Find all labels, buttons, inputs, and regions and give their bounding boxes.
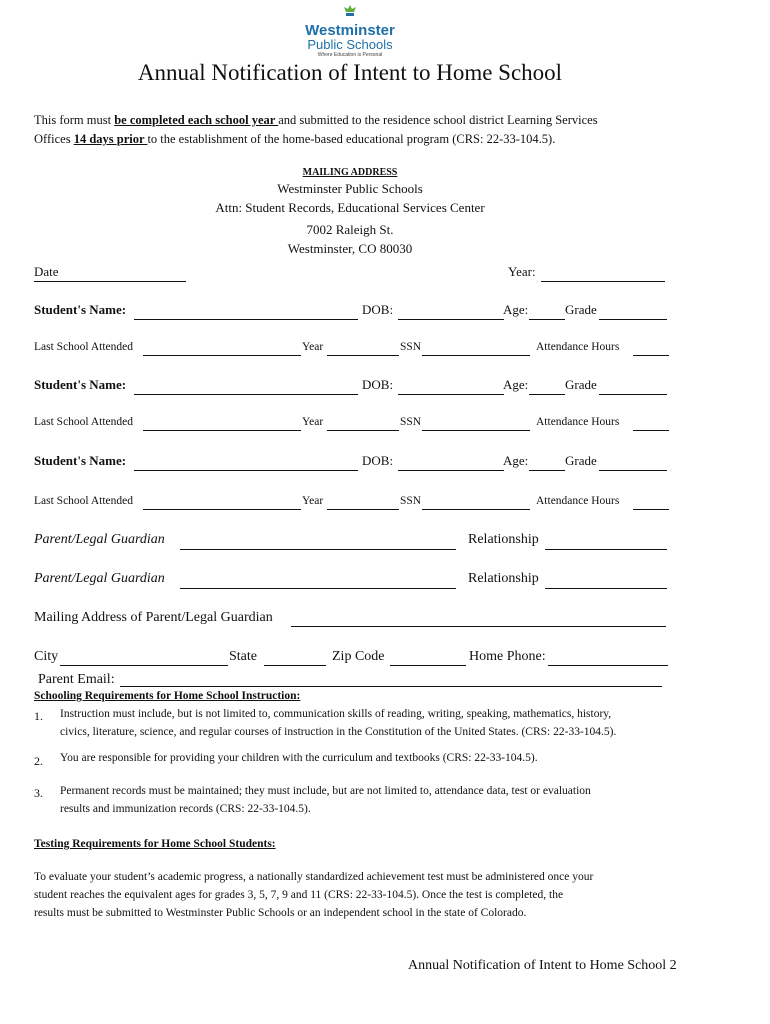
intro-emphasis: 14 days prior <box>73 132 148 146</box>
guardian-field-1[interactable] <box>180 549 456 550</box>
age-label-2: Age: <box>503 377 529 392</box>
date-label: Date <box>34 264 59 279</box>
age-label-1: Age: <box>503 302 529 317</box>
age-field-2[interactable] <box>529 394 565 395</box>
parent-mailing-label: Mailing Address of Parent/Legal Guardian <box>34 610 273 625</box>
dob-field-3[interactable] <box>398 470 504 471</box>
req-item-1 <box>60 705 680 741</box>
hours-label-2: Attendance Hours <box>536 416 620 428</box>
page-footer: Annual Notification of Intent to Home School 2 <box>408 958 677 973</box>
age-field-1[interactable] <box>529 319 565 320</box>
email-label: Parent Email: <box>38 672 115 687</box>
hours-field-1[interactable] <box>633 355 669 356</box>
year-label: Year: <box>508 264 536 279</box>
parent-mailing-field[interactable] <box>291 626 666 627</box>
relationship-field-2[interactable] <box>545 588 667 589</box>
student-name-label-2: Student's Name: <box>34 377 127 392</box>
grade-field-1[interactable] <box>599 319 667 320</box>
page-title: Annual Notification of Intent to Home School <box>137 60 563 85</box>
date-field[interactable] <box>34 281 186 282</box>
email-field[interactable] <box>120 686 662 687</box>
state-label: State <box>229 649 257 664</box>
guardian-label-1: Parent/Legal Guardian <box>34 532 165 547</box>
logo-subname: Public Schools <box>307 37 393 52</box>
req-item-2: You are responsible for providing your children with the curriculum and textbooks (CRS: 22-33-104.5). <box>60 752 538 764</box>
student-name-field-3[interactable] <box>134 470 358 471</box>
hours-label-3: Attendance Hours <box>536 495 620 507</box>
zip-label: Zip Code <box>332 649 385 664</box>
student-name-field-1[interactable] <box>134 319 358 320</box>
schooling-heading: Schooling Requirements for Home School Instruction: <box>34 690 301 702</box>
district-logo <box>280 4 420 58</box>
grade-field-2[interactable] <box>599 394 667 395</box>
ssn-field-3[interactable] <box>422 509 530 510</box>
phone-field[interactable] <box>548 665 668 666</box>
school-year-field-1[interactable] <box>327 355 399 356</box>
city-field[interactable] <box>60 665 228 666</box>
guardian-label-2: Parent/Legal Guardian <box>34 571 165 586</box>
state-field[interactable] <box>264 665 326 666</box>
last-school-field-3[interactable] <box>143 509 301 510</box>
mailing-line-4: Westminster, CO 80030 <box>287 241 413 256</box>
age-label-3: Age: <box>503 453 529 468</box>
dob-label-3: DOB: <box>362 453 394 468</box>
dob-field-1[interactable] <box>398 319 504 320</box>
intro-line-2 <box>34 132 555 147</box>
grade-label-2: Grade <box>565 377 597 392</box>
req-item-1-line-1: Instruction must include, but is not limited to, communication skills of reading, writing, speaking, mathematics, history, <box>60 708 612 720</box>
student-name-field-2[interactable] <box>134 394 358 395</box>
last-school-label-2: Last School Attended <box>34 416 134 428</box>
intro-text: to the establishment of the home-based educational program (CRS: 22-33-104.5). <box>147 132 556 146</box>
student-name-label-3: Student's Name: <box>34 453 127 468</box>
ssn-label-3: SSN <box>400 495 422 507</box>
year-label-s3: Year <box>302 495 324 507</box>
relationship-field-1[interactable] <box>545 549 667 550</box>
year-label-s1: Year <box>302 341 324 353</box>
grade-label-3: Grade <box>565 453 597 468</box>
logo-mark-icon <box>341 4 359 18</box>
ssn-field-1[interactable] <box>422 355 530 356</box>
guardian-field-2[interactable] <box>180 588 456 589</box>
ssn-label-2: SSN <box>400 416 422 428</box>
mailing-heading: MAILING ADDRESS <box>302 167 398 178</box>
intro-text: Offices <box>34 132 74 146</box>
hours-label-1: Attendance Hours <box>536 341 620 353</box>
age-field-3[interactable] <box>529 470 565 471</box>
testing-heading: Testing Requirements for Home School Students: <box>34 838 276 850</box>
zip-field[interactable] <box>390 665 466 666</box>
testing-paragraph <box>34 868 694 922</box>
mailing-line-1: Westminster Public Schools <box>277 181 423 196</box>
hours-field-3[interactable] <box>633 509 669 510</box>
intro-emphasis: be completed each school year <box>114 113 279 127</box>
req-item-3-line-2: results and immunization records (CRS: 22-33-104.5). <box>60 803 311 815</box>
hours-field-2[interactable] <box>633 430 669 431</box>
req-item-1-line-2: civics, literature, science, and regular courses of instruction in the Constitution of the United States. (CRS: 22-33-104.5). <box>60 726 617 738</box>
student-name-label-1: Student's Name: <box>34 302 127 317</box>
year-field[interactable] <box>541 281 665 282</box>
city-label: City <box>34 649 59 664</box>
intro-line-1 <box>34 113 598 128</box>
req-num-3: 3. <box>34 786 43 800</box>
dob-label-2: DOB: <box>362 377 394 392</box>
logo-name: Westminster <box>305 22 395 39</box>
mailing-line-2: Attn: Student Records, Educational Services Center <box>215 200 485 215</box>
intro-text: and submitted to the residence school district Learning Services <box>278 113 598 127</box>
relationship-label-2: Relationship <box>468 571 539 586</box>
intro-text: This form must <box>34 113 115 127</box>
year-label-s2: Year <box>302 416 324 428</box>
req-num-1: 1. <box>34 709 43 723</box>
ssn-field-2[interactable] <box>422 430 530 431</box>
testing-line-2: student reaches the equivalent ages for grades 3, 5, 7, 9 and 11 (CRS: 22-33-104.5). Once the test is completed, the <box>34 889 564 901</box>
phone-label: Home Phone: <box>469 649 546 664</box>
dob-label-1: DOB: <box>362 302 394 317</box>
logo-tagline: Where Education is Personal <box>317 52 383 58</box>
last-school-label-3: Last School Attended <box>34 495 134 507</box>
req-num-2: 2. <box>34 754 43 768</box>
school-year-field-2[interactable] <box>327 430 399 431</box>
last-school-field-1[interactable] <box>143 355 301 356</box>
relationship-label-1: Relationship <box>468 532 539 547</box>
testing-line-1: To evaluate your student’s academic progress, a nationally standardized achievement test must be administered once your <box>34 871 594 883</box>
ssn-label-1: SSN <box>400 341 422 353</box>
mailing-line-3: 7002 Raleigh St. <box>306 222 394 237</box>
last-school-label-1: Last School Attended <box>34 341 134 353</box>
grade-label-1: Grade <box>565 302 597 317</box>
req-item-3 <box>60 782 680 818</box>
school-year-field-3[interactable] <box>327 509 399 510</box>
grade-field-3[interactable] <box>599 470 667 471</box>
last-school-field-2[interactable] <box>143 430 301 431</box>
req-item-3-line-1: Permanent records must be maintained; they must include, but are not limited to, attendance data, test or evaluation <box>60 785 591 797</box>
testing-line-3: results must be submitted to Westminster Public Schools or an independent school in the state of Colorado. <box>34 907 527 919</box>
dob-field-2[interactable] <box>398 394 504 395</box>
